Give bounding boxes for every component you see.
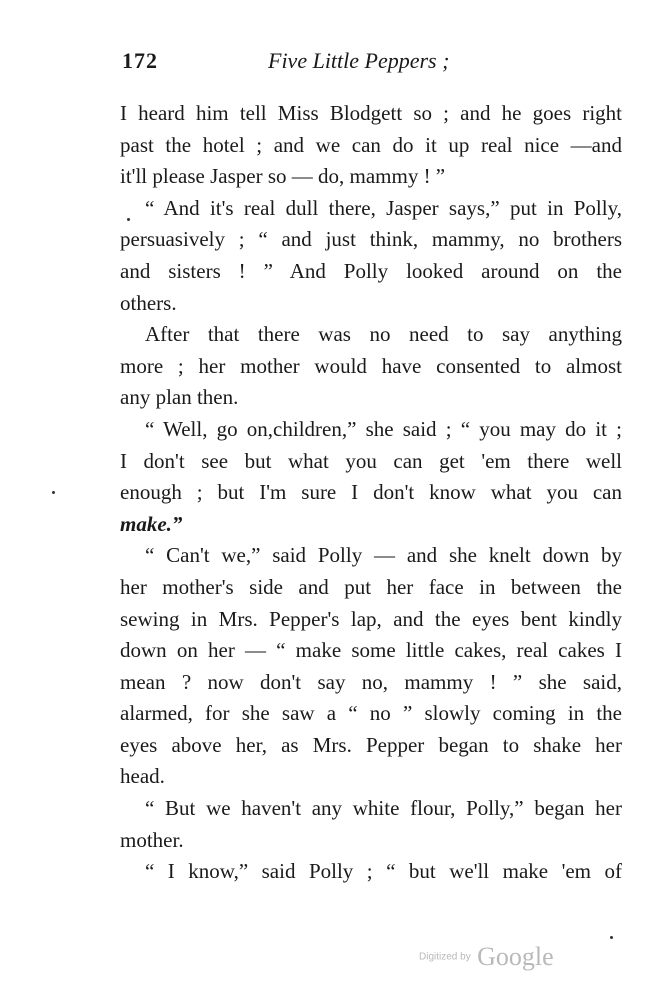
text-line: more ; her mother would have consented to almost — [120, 353, 622, 378]
google-logo: Google — [477, 942, 554, 971]
text-line: alarmed, for she saw a “ no ” slowly coming in the — [120, 701, 622, 726]
text-line: enough ; but I'm sure I don't know what you can — [120, 480, 622, 505]
text-line: and sisters ! ” And Polly looked around on the — [120, 258, 622, 283]
text-line: I don't see but what you can get 'em there well — [120, 448, 622, 473]
text-line: sewing in Mrs. Pepper's lap, and the eyes bent kindly — [120, 606, 622, 631]
stray-mark — [52, 491, 55, 494]
page-number: 172 — [122, 48, 158, 73]
stray-mark — [610, 936, 613, 939]
watermark-prefix: Digitized by — [419, 951, 471, 963]
running-title: Five Little Peppers ; — [268, 48, 450, 73]
text-line: I heard him tell Miss Blodgett so ; and he goes right — [120, 101, 622, 125]
text-line: persuasively ; “ and just think, mammy, no brothers — [120, 227, 622, 252]
text-line: “ Can't we,” said Polly — and she knelt down by — [145, 543, 622, 568]
running-head — [122, 48, 622, 78]
text-line: past the hotel ; and we can do it up real nice —and — [120, 132, 622, 157]
text-line: others. — [120, 290, 177, 315]
text-line: “ Well, go on,children,” she said ; “ you may do it ; — [145, 416, 622, 441]
text-line: “ And it's real dull there, Jasper says,” put in Polly, — [145, 195, 622, 220]
body-text — [120, 98, 622, 888]
text-line: it'll please Jasper so — do, mammy ! ” — [120, 164, 446, 189]
text-line: mean ? now don't say no, mammy ! ” she said, — [120, 669, 622, 694]
text-line: eyes above her, as Mrs. Pepper began to shake her — [120, 732, 622, 757]
text-line: After that there was no need to say anything — [145, 322, 622, 347]
text-line: “ I know,” said Polly ; “ but we'll make 'em of — [145, 859, 622, 884]
text-line: head. — [120, 764, 165, 789]
digitized-by-google-watermark — [419, 942, 554, 972]
text-line: mother. — [120, 827, 184, 852]
text-line: “ But we haven't any white flour, Polly,” began her — [145, 796, 622, 821]
text-line: down on her — “ make some little cakes, real cakes I — [120, 638, 622, 663]
text-line: make.” — [120, 511, 183, 536]
text-line: any plan then. — [120, 385, 239, 410]
stray-mark — [127, 218, 130, 221]
text-line: her mother's side and put her face in between the — [120, 574, 622, 599]
